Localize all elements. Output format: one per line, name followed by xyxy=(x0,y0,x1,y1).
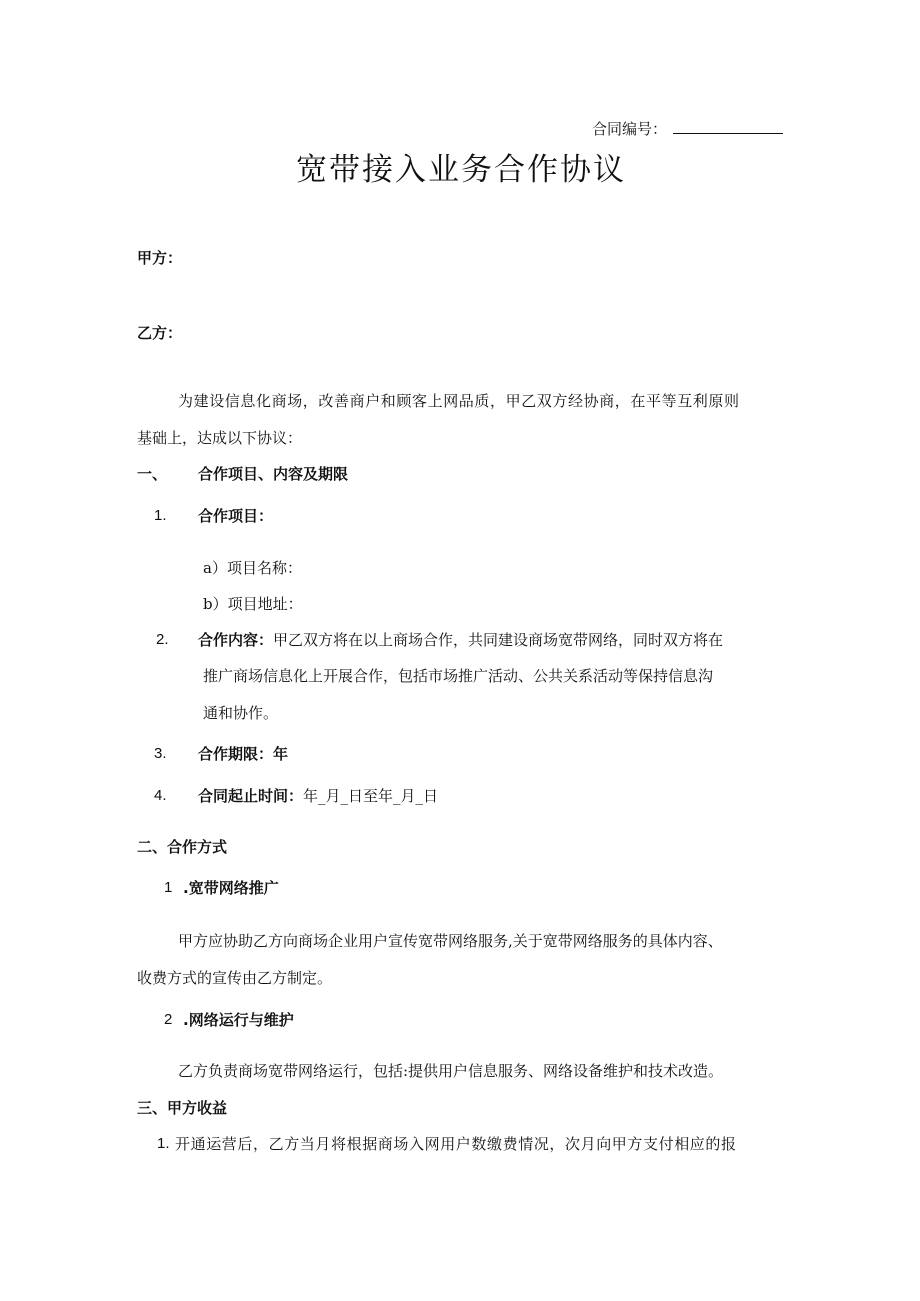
item3-label: 合作期限：年 xyxy=(198,745,289,763)
sec3-item1-number: 1. xyxy=(157,1135,170,1152)
contract-number-text: 合同编号： xyxy=(592,120,668,138)
item2-line2: 推广商场信息化上开展合作，包括市场推广活动、公共关系活动等保持信息沟 xyxy=(203,667,714,685)
paragraph-2b: 乙方负责商场宽带网络运行，包括:提供用户信息服务、网络设备维护和技术改造。 xyxy=(178,1062,724,1080)
section3-title: 三、甲方收益 xyxy=(137,1099,228,1117)
contract-number-label xyxy=(592,119,783,139)
item3-number: 3. xyxy=(154,745,167,762)
party-b-label: 乙方： xyxy=(137,324,183,342)
item1-number: 1. xyxy=(154,507,167,524)
sub1-number: 1 xyxy=(164,879,173,896)
contract-number-field[interactable] xyxy=(673,119,783,134)
paragraph-2a-line1: 甲方应协助乙方向商场企业用户宣传宽带网络服务,关于宽带网络服务的具体内容、 xyxy=(178,932,723,950)
document-title: 宽带接入业务合作协议 xyxy=(296,152,626,188)
sub2-number: 2 xyxy=(164,1011,173,1028)
item2-number: 2. xyxy=(156,631,169,648)
sec3-item1-text: 开通运营后，乙方当月将根据商场入网用户数缴费情况，次月向甲方支付相应的报 xyxy=(175,1135,737,1153)
item4-line xyxy=(198,786,438,806)
intro-paragraph-line1: 为建设信息化商场，改善商户和顾客上网品质，甲乙双方经协商，在平等互利原则 xyxy=(178,392,740,410)
item2-text1: 甲乙双方将在以上商场合作，共同建设商场宽带网络，同时双方将在 xyxy=(273,631,724,649)
party-a-label: 甲方： xyxy=(137,249,183,267)
section1-number: 一、 xyxy=(137,465,168,483)
intro-paragraph-line2: 基础上，达成以下协议： xyxy=(137,429,303,447)
item4-label: 合同起止时间： xyxy=(198,787,304,805)
project-address-label: b）项目地址： xyxy=(203,595,303,613)
project-name-label: a）项目名称： xyxy=(203,559,302,577)
item2-line3: 通和协作。 xyxy=(203,704,279,722)
sub2-title: .网络运行与维护 xyxy=(183,1011,294,1029)
paragraph-2a-line2: 收费方式的宣传由乙方制定。 xyxy=(137,969,333,987)
sub1-title: .宽带网络推广 xyxy=(183,879,279,897)
item1-label: 合作项目： xyxy=(198,507,274,525)
section2-title: 二、合作方式 xyxy=(137,838,228,856)
item4-number: 4. xyxy=(154,787,167,804)
item2-label: 合作内容： xyxy=(198,631,274,649)
item4-value: 年_月_日至年_月_日 xyxy=(303,787,439,805)
section1-title: 合作项目、内容及期限 xyxy=(198,465,349,483)
item2-line1 xyxy=(198,630,723,650)
